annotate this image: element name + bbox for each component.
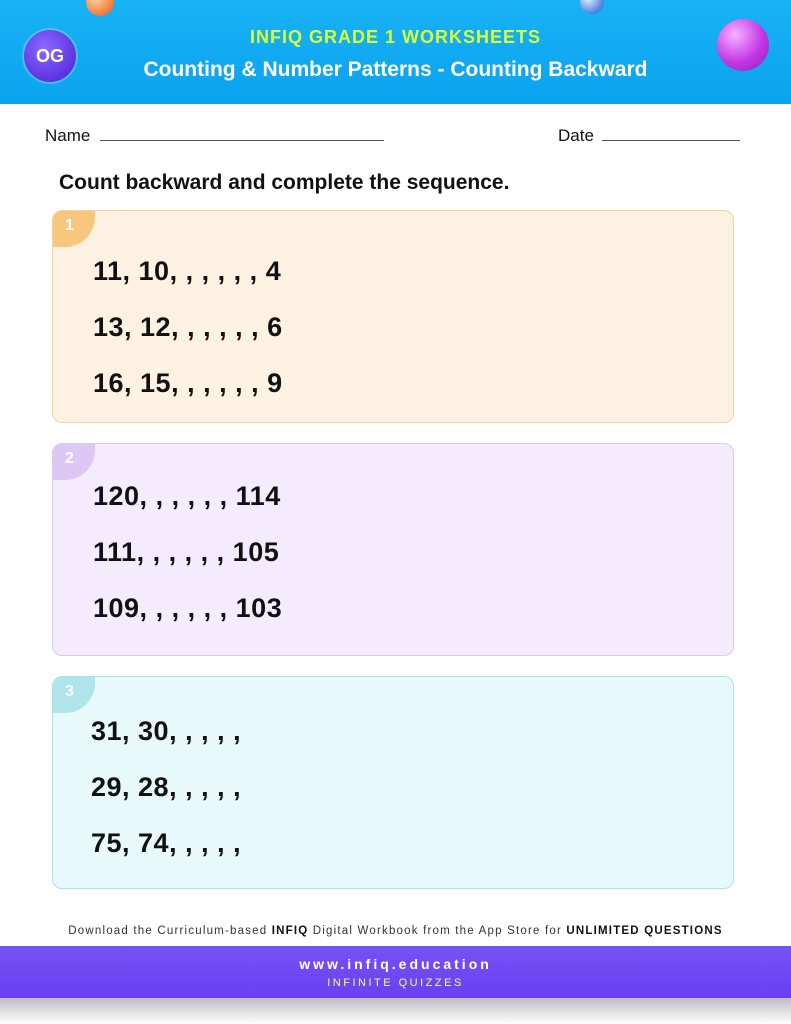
sequence-row: 16, 15, , , , , , 9: [93, 368, 283, 398]
sequence-end: 103: [235, 593, 283, 623]
section-3-badge: 3: [53, 677, 95, 713]
date-label: Date: [558, 126, 594, 145]
sequence-row: 29, 28, , , , ,: [91, 772, 242, 802]
sequence-end: 105: [232, 537, 280, 567]
sequence-end: 6: [267, 312, 283, 342]
promo-brand: INFIQ: [271, 925, 309, 937]
name-field[interactable]: [100, 140, 384, 141]
brand-title: INFIQ GRADE 1 WORKSHEETS: [249, 27, 542, 47]
promo-middle: Digital Workbook from the App Store for: [308, 925, 567, 937]
section-2-badge: 2: [53, 444, 95, 480]
promo-prefix: Download the Curriculum-based: [68, 925, 272, 937]
sequence-end: 114: [235, 481, 281, 511]
infiq-logo-icon: OG: [24, 30, 76, 82]
sequence-row: 111, , , , , , 105: [93, 537, 280, 567]
page-shadow: [0, 998, 791, 1024]
date-field[interactable]: [602, 140, 740, 141]
decorative-ball-orange: [86, 0, 114, 16]
sequence-start: 13, 12,: [93, 312, 180, 342]
sequence-row: 120, , , , , , 114: [93, 481, 281, 511]
sequence-start: 120,: [93, 481, 148, 511]
sequence-end: 9: [267, 368, 283, 398]
worksheet-title: Counting & Number Patterns - Counting Backward: [143, 58, 648, 81]
website-link[interactable]: www.infiq.education: [299, 956, 492, 972]
name-label: Name: [45, 126, 91, 145]
sequence-row: 13, 12, , , , , , 6: [93, 312, 283, 342]
sequence-row: 75, 74, , , , ,: [91, 828, 242, 858]
worksheet-header: [0, 0, 791, 104]
footer-tagline: INFINITE QUIZZES: [327, 977, 464, 989]
section-1-badge: 1: [53, 211, 95, 247]
sequence-start: 16, 15,: [93, 368, 180, 398]
sequence-start: 75, 74,: [91, 828, 178, 858]
instruction-text: Count backward and complete the sequence.: [59, 171, 510, 194]
sequence-start: 11, 10,: [93, 256, 178, 286]
sequence-start: 31, 30,: [91, 716, 178, 746]
sequence-start: 111,: [93, 537, 145, 567]
sequence-start: 109,: [93, 593, 148, 623]
sequence-row: 109, , , , , , 103: [93, 593, 283, 623]
decorative-ball-blue: [580, 0, 604, 14]
sequence-row: 31, 30, , , , ,: [91, 716, 242, 746]
download-promo-text: [0, 925, 791, 937]
sequence-row: 11, 10, , , , , , 4: [93, 256, 282, 286]
sequence-start: 29, 28,: [91, 772, 178, 802]
footer-band: [0, 946, 791, 998]
sequence-end: 4: [265, 256, 282, 286]
promo-unlimited: UNLIMITED QUESTIONS: [566, 925, 723, 937]
